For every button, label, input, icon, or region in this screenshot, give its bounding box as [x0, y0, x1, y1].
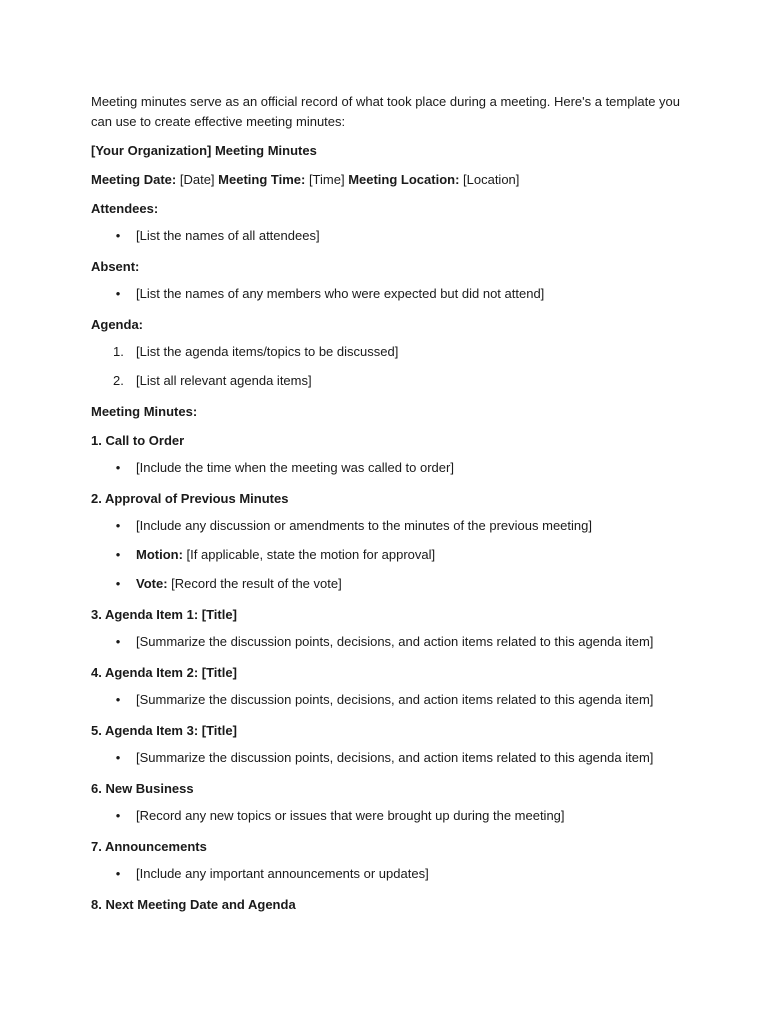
- vote-text: [Record the result of the vote]: [167, 576, 342, 591]
- attendees-list: [91, 228, 691, 248]
- motion-text: [If applicable, state the motion for approval]: [182, 547, 436, 562]
- bullet-icon: •: [115, 547, 121, 562]
- bullet-icon: •: [115, 808, 121, 823]
- section-list: [91, 518, 691, 596]
- bullet-icon: •: [115, 460, 121, 475]
- section-heading: 6. New Business: [91, 781, 194, 796]
- bullet-icon: •: [115, 518, 121, 533]
- section-list: [91, 808, 691, 828]
- agenda-heading: Agenda:: [91, 317, 143, 332]
- list-item: 2. [List all relevant agenda items]: [113, 373, 312, 388]
- absent-heading: Absent:: [91, 259, 140, 274]
- meeting-date-value: [Date]: [176, 172, 219, 187]
- bullet-icon: •: [115, 228, 121, 243]
- attendees-heading: Attendees:: [91, 201, 159, 216]
- list-item: • [List the names of any members who were expected but did not attend]: [91, 286, 691, 306]
- meeting-time-label: Meeting Time:: [218, 172, 306, 187]
- motion-label: Motion:: [136, 547, 183, 562]
- list-item: • [Record any new topics or issues that were brought up during the meeting]: [91, 808, 691, 828]
- list-item: • [Summarize the discussion points, decisions, and action items related to this agenda item]: [91, 750, 691, 770]
- absent-list: [91, 286, 691, 306]
- document-title: [Your Organization] Meeting Minutes: [91, 143, 317, 158]
- meeting-meta-line: [91, 170, 691, 190]
- section-heading: 8. Next Meeting Date and Agenda: [91, 897, 296, 912]
- section-list: [91, 750, 691, 770]
- bullet-icon: •: [115, 750, 121, 765]
- list-item: • [Include any important announcements or updates]: [91, 866, 691, 886]
- bullet-icon: •: [115, 634, 121, 649]
- bullet-icon: •: [115, 692, 121, 707]
- list-number: 2.: [113, 373, 124, 388]
- section-heading: 1. Call to Order: [91, 433, 185, 448]
- intro-paragraph: Meeting minutes serve as an official record of what took place during a meeting. Here's a template you can use to create effective meeting minutes:: [91, 94, 680, 129]
- meeting-time-value: [Time]: [305, 172, 349, 187]
- meeting-location-label: Meeting Location:: [348, 172, 460, 187]
- section-list: [91, 634, 691, 654]
- meeting-date-label: Meeting Date:: [91, 172, 177, 187]
- section-heading: 2. Approval of Previous Minutes: [91, 491, 289, 506]
- meeting-minutes-heading: Meeting Minutes:: [91, 404, 198, 419]
- document-page: [91, 92, 691, 924]
- list-item: • [Summarize the discussion points, decisions, and action items related to this agenda item]: [91, 634, 691, 654]
- list-item: • [Include any discussion or amendments to the minutes of the previous meeting]: [91, 518, 691, 538]
- agenda-list: [91, 344, 691, 393]
- bullet-icon: •: [115, 576, 121, 591]
- section-heading: 7. Announcements: [91, 839, 207, 854]
- list-number: 1.: [113, 344, 124, 359]
- section-heading: 4. Agenda Item 2: [Title]: [91, 665, 237, 680]
- vote-label: Vote:: [136, 576, 168, 591]
- list-item: 1. [List the agenda items/topics to be discussed]: [113, 344, 399, 359]
- list-item: [91, 547, 691, 567]
- section-list: [91, 460, 691, 480]
- bullet-icon: •: [115, 286, 121, 301]
- section-list: [91, 692, 691, 712]
- meeting-location-value: [Location]: [459, 172, 520, 187]
- section-heading: 5. Agenda Item 3: [Title]: [91, 723, 237, 738]
- list-item: • [Include the time when the meeting was called to order]: [91, 460, 691, 480]
- list-item: • [List the names of all attendees]: [91, 228, 691, 248]
- list-item: [91, 576, 691, 596]
- list-item: • [Summarize the discussion points, decisions, and action items related to this agenda item]: [91, 692, 691, 712]
- section-list: [91, 866, 691, 886]
- bullet-icon: •: [115, 866, 121, 881]
- section-heading: 3. Agenda Item 1: [Title]: [91, 607, 237, 622]
